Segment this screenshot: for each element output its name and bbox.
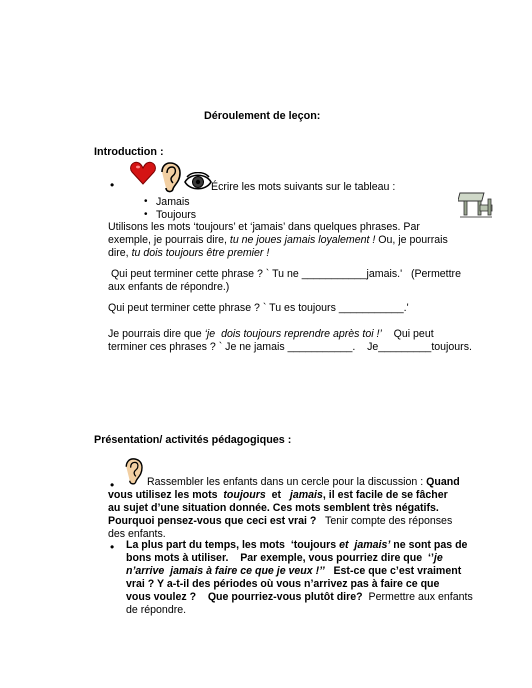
text-line	[108, 489, 478, 502]
text-span: ne sont pas de	[390, 539, 468, 551]
italic-word: jamais	[289, 489, 323, 501]
text-span: Qui peut	[381, 328, 434, 340]
bullet-dot: •	[144, 196, 148, 207]
bold-text: Pourquoi pensez-vous que ceci est vrai ?	[108, 515, 317, 527]
instruction-text: Écrire les mots suivants sur le tableau :	[211, 181, 396, 193]
text-span: Je pourrais dire que	[108, 328, 205, 340]
heart-icon	[130, 160, 156, 186]
intro-paragraph-3: Qui peut terminer cette phrase ? ` Tu es toujours ___________.'	[108, 302, 409, 314]
word-jamais: Jamais	[156, 196, 190, 208]
text-line	[126, 552, 486, 565]
text-line: de répondre.	[126, 604, 187, 616]
ear-icon	[124, 458, 146, 486]
presentation-bullet-1-body	[108, 489, 478, 541]
text-span: Permettre aux enfants	[362, 591, 473, 603]
text-span: dire,	[108, 247, 132, 259]
introduction-heading: Introduction :	[94, 146, 164, 158]
text-line: Utilisons les mots ‘toujours’ et ‘jamais’ dans quelques phrases. Par	[108, 221, 420, 233]
italic-word: et jamais’	[339, 539, 391, 551]
text-line	[126, 591, 486, 604]
text-span: La plus part du temps, les mots ‘toujours	[126, 539, 340, 551]
text-span: et	[265, 489, 290, 501]
text-line	[108, 515, 478, 528]
italic-example: n’arrive jamais à faire ce que je veux !’’	[126, 565, 325, 577]
bold-text: vous voulez ? Que pourriez-vous plutôt dire?	[126, 591, 363, 603]
intro-paragraph-2	[108, 268, 478, 294]
italic-example: tu dois toujours être premier !	[131, 247, 270, 259]
text-span: Est-ce que c’est vraiment	[324, 565, 462, 577]
text-line	[108, 234, 478, 247]
lesson-title: Déroulement de leçon:	[204, 110, 321, 122]
text-line: vrai ? Y a-t-il des périodes où vous n’arrivez pas à faire ce que	[126, 578, 440, 590]
text-span: bons mots à utiliser. Par exemple, vous pourriez dire que ‘’	[126, 552, 434, 564]
intro-paragraph-1	[108, 221, 478, 260]
text-span: exemple, je pourrais dire,	[108, 234, 230, 246]
text-span: Tenir compte des réponses	[316, 515, 453, 527]
bullet-dot: •	[110, 540, 115, 554]
italic-example: tu ne joues jamais loyalement !	[229, 234, 376, 246]
presentation-bullet-2	[126, 539, 486, 617]
ear-icon	[160, 162, 184, 194]
text-line: terminer ces phrases ? ` Je ne jamais ___________. Je_________toujours.	[108, 341, 472, 353]
italic-word: toujours	[223, 489, 266, 501]
text-span: , il est facile de se fâcher	[322, 489, 448, 501]
eye-icon	[184, 172, 212, 192]
bullet-dot: •	[110, 478, 115, 492]
text-line: au sujet d’une situation donnée. Ces mots semblent très négatifs.	[108, 502, 439, 514]
text-line: des enfants.	[108, 528, 166, 540]
bold-text: Quand	[426, 476, 460, 488]
presentation-bullet-1-line-1	[147, 476, 497, 489]
text-line: Qui peut terminer cette phrase ? ` Tu ne ___________jamais.' (Permettre	[108, 268, 461, 280]
presentation-heading: Présentation/ activités pédagogiques :	[94, 434, 292, 446]
word-toujours: Toujours	[156, 209, 197, 221]
text-line: aux enfants de répondre.)	[108, 281, 230, 293]
bullet-dot: •	[144, 209, 148, 220]
text-span: Ou, je pourrais	[375, 234, 448, 246]
italic-example: ‘je dois toujours reprendre après toi !’	[204, 328, 382, 340]
bullet-dot: •	[110, 178, 115, 192]
text-line	[108, 328, 478, 341]
classroom-desk-icon	[458, 189, 494, 219]
text-span: vous utilisez les mots	[108, 489, 224, 501]
text-line	[126, 565, 486, 578]
intro-paragraph-4	[108, 328, 478, 354]
text-line	[126, 539, 486, 552]
italic-word: je	[433, 552, 443, 564]
text-line	[108, 247, 478, 260]
text-span: Rassembler les enfants dans un cercle pour la discussion :	[147, 476, 427, 488]
